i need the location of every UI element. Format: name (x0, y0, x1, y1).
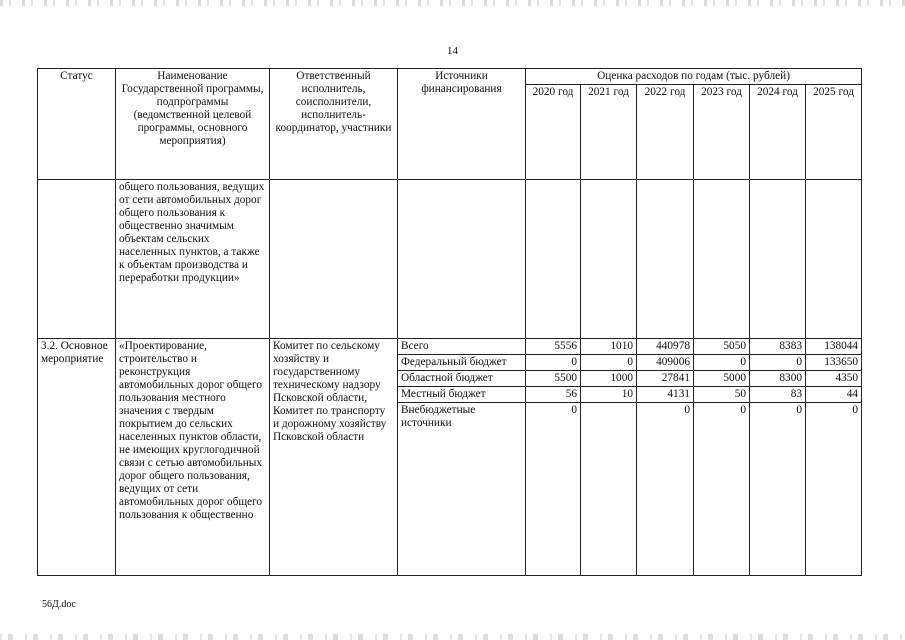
funding-value: 1000 (581, 371, 637, 387)
header-responsible: Ответственный исполнитель, соисполнители, исполнитель-координатор, участники (270, 69, 398, 180)
funding-source: Местный бюджет (398, 387, 526, 403)
funding-value: 4131 (637, 387, 694, 403)
funding-value: 138044 (806, 339, 862, 355)
header-name: Наименование Государственной программы, подпрограммы (ведомственной целевой программы, основного мероприятия) (116, 69, 270, 180)
header-sources: Источники финансирования (398, 69, 526, 180)
event-responsible (270, 339, 398, 576)
page-number: 14 (447, 45, 458, 57)
year-header: 2020 год (526, 85, 581, 180)
funding-value: 10 (581, 387, 637, 403)
header-row-1 (38, 69, 862, 85)
funding-row (38, 339, 862, 355)
year-header: 2025 год (806, 85, 862, 180)
year-header: 2022 год (637, 85, 694, 180)
event-name: «Проектирование, строительство и реконструкция автомобильных дорог общего пользования местного значения с твердым покрытием до сельских населенных пунктов области, не имеющих круглогодичной связи с сетью автомобильных дорог общего пользования, ведущих от сети автомобильных дорог общего пользования к общественно (116, 339, 270, 576)
funding-value: 0 (750, 403, 806, 576)
continuation-responsible (270, 180, 398, 339)
responsible-1: Комитет по сельскому хозяйству и государственному техническому надзору Псковской области, (273, 340, 381, 404)
funding-value: 0 (750, 355, 806, 371)
continuation-name: общего пользования, ведущих от сети автомобильных дорог общего пользования к общественно значимым объектам сельских населенных пунктов, а также к объектам производства и переработки продукции» (116, 180, 270, 339)
responsible-2: Комитет по транспорту и дорожному хозяйству Псковской области (273, 405, 387, 443)
funding-value: 133650 (806, 355, 862, 371)
scan-edge-top (0, 0, 905, 6)
continuation-status (38, 180, 116, 339)
funding-value: 56 (526, 387, 581, 403)
funding-value: 5000 (694, 371, 750, 387)
event-status: 3.2. Основное мероприятие (38, 339, 116, 576)
funding-source: Внебюджетные источники (398, 403, 526, 576)
funding-value (581, 403, 637, 576)
funding-value: 0 (637, 403, 694, 576)
scan-edge-bottom (0, 634, 905, 640)
funding-value: 0 (526, 355, 581, 371)
funding-value: 83 (750, 387, 806, 403)
funding-value: 8300 (750, 371, 806, 387)
footer-filename: 56Д.doc (42, 599, 76, 610)
funding-value: 440978 (637, 339, 694, 355)
expenses-table (37, 68, 862, 576)
year-header: 2023 год (694, 85, 750, 180)
year-header: 2021 год (581, 85, 637, 180)
funding-source: Областной бюджет (398, 371, 526, 387)
funding-value: 5556 (526, 339, 581, 355)
funding-value: 4350 (806, 371, 862, 387)
header-status: Статус (38, 69, 116, 180)
funding-value: 409006 (637, 355, 694, 371)
funding-value: 5500 (526, 371, 581, 387)
funding-value: 5050 (694, 339, 750, 355)
year-header: 2024 год (750, 85, 806, 180)
continuation-row (38, 180, 862, 339)
funding-value: 0 (526, 403, 581, 576)
header-expenses: Оценка расходов по годам (тыс. рублей) (526, 69, 862, 85)
funding-value: 0 (694, 355, 750, 371)
funding-value: 50 (694, 387, 750, 403)
funding-value: 44 (806, 387, 862, 403)
funding-source: Всего (398, 339, 526, 355)
funding-value: 1010 (581, 339, 637, 355)
funding-source: Федеральный бюджет (398, 355, 526, 371)
funding-value: 27841 (637, 371, 694, 387)
funding-value: 8383 (750, 339, 806, 355)
funding-value: 0 (806, 403, 862, 576)
funding-value: 0 (581, 355, 637, 371)
continuation-sources (398, 180, 526, 339)
funding-value: 0 (694, 403, 750, 576)
